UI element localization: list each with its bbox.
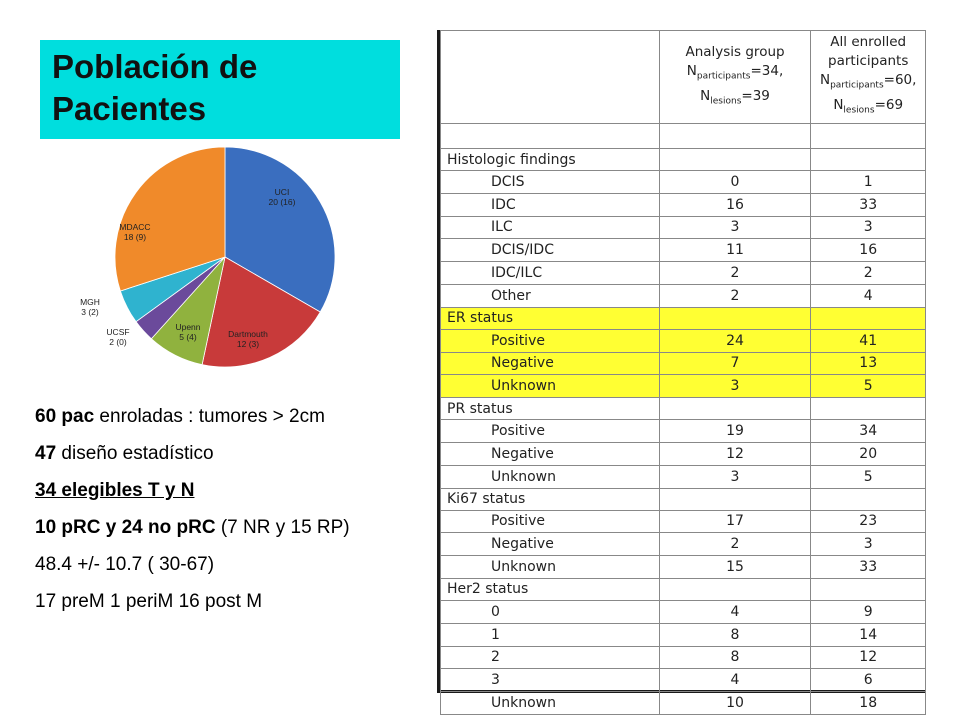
group-title: Histologic findings bbox=[441, 149, 660, 171]
title-line-1: Población de bbox=[52, 48, 258, 85]
table-row bbox=[441, 375, 926, 398]
table-row bbox=[441, 352, 926, 375]
enrolled-value: 33 bbox=[811, 556, 926, 579]
pie-label-uci: UCI bbox=[274, 187, 290, 197]
enrolled-value: 16 bbox=[811, 239, 926, 262]
table-row bbox=[441, 329, 926, 352]
table-row bbox=[441, 465, 926, 488]
pie-value-upenn: 5 (4) bbox=[179, 332, 197, 342]
row-label: ILC bbox=[441, 216, 660, 239]
enrolled-value: 2 bbox=[811, 262, 926, 285]
row-label: Positive bbox=[441, 420, 660, 443]
group-title: Ki67 status bbox=[441, 488, 660, 510]
table-row bbox=[441, 239, 926, 262]
enrolled-value: 14 bbox=[811, 623, 926, 646]
analysis-value: 0 bbox=[659, 171, 811, 194]
stat-line-2: 47 diseño estadístico bbox=[35, 443, 214, 464]
table-group-row bbox=[441, 307, 926, 329]
analysis-value: 7 bbox=[659, 352, 811, 375]
table-row bbox=[441, 669, 926, 692]
analysis-value: 10 bbox=[659, 692, 811, 715]
row-label: Negative bbox=[441, 533, 660, 556]
row-label: DCIS bbox=[441, 171, 660, 194]
header-empty-cell bbox=[441, 31, 660, 124]
enrolled-value: 6 bbox=[811, 669, 926, 692]
analysis-value: 4 bbox=[659, 669, 811, 692]
row-label: Negative bbox=[441, 352, 660, 375]
enrolled-value: 23 bbox=[811, 510, 926, 533]
analysis-value: 4 bbox=[659, 600, 811, 623]
row-label: 0 bbox=[441, 600, 660, 623]
pie-label-dartmouth: Dartmouth bbox=[228, 329, 268, 339]
stat-line-5: 48.4 +/- 10.7 ( 30-67) bbox=[35, 554, 215, 575]
enrolled-value: 4 bbox=[811, 284, 926, 307]
enrolled-value: 12 bbox=[811, 646, 926, 669]
enrolled-value: 13 bbox=[811, 352, 926, 375]
stat-line-3: 34 elegibles T y N bbox=[35, 480, 195, 501]
row-label: Unknown bbox=[441, 375, 660, 398]
table-row bbox=[441, 600, 926, 623]
analysis-value: 16 bbox=[659, 193, 811, 216]
row-label: IDC/ILC bbox=[441, 262, 660, 285]
table-row bbox=[441, 623, 926, 646]
table-row bbox=[441, 171, 926, 194]
table-row bbox=[441, 442, 926, 465]
enrolled-value: 33 bbox=[811, 193, 926, 216]
site-pie-chart bbox=[60, 140, 390, 380]
table-row bbox=[441, 216, 926, 239]
row-label: Unknown bbox=[441, 465, 660, 488]
table-row bbox=[441, 193, 926, 216]
row-label: Positive bbox=[441, 510, 660, 533]
enrolled-value: 9 bbox=[811, 600, 926, 623]
row-label: Negative bbox=[441, 442, 660, 465]
table-row bbox=[441, 262, 926, 285]
group-title: Her2 status bbox=[441, 578, 660, 600]
row-label: Positive bbox=[441, 329, 660, 352]
pie-value-mdacc: 18 (9) bbox=[123, 232, 147, 242]
analysis-value: 2 bbox=[659, 533, 811, 556]
stat-line-6: 17 preM 1 periM 16 post M bbox=[35, 591, 263, 612]
header-all-enrolled: All enrolled participants $N_{participants}=60$, $N_{lesions}=69$ bbox=[811, 31, 926, 124]
row-label: Unknown bbox=[441, 556, 660, 579]
characteristics-table bbox=[437, 30, 926, 712]
enrolled-value: 18 bbox=[811, 692, 926, 715]
analysis-value: 8 bbox=[659, 623, 811, 646]
stat-line-4: 10 pRC y 24 no pRC (7 NR y 15 RP) bbox=[35, 517, 350, 538]
table-spacer-row bbox=[441, 124, 926, 149]
slide-title bbox=[40, 40, 400, 139]
pie-label-mdacc: MDACC bbox=[119, 222, 151, 232]
row-label: Other bbox=[441, 284, 660, 307]
enrolled-value: 5 bbox=[811, 465, 926, 488]
enrolled-value: 1 bbox=[811, 171, 926, 194]
row-label: Unknown bbox=[441, 692, 660, 715]
table-row bbox=[441, 533, 926, 556]
pie-value-uci: 20 (16) bbox=[268, 197, 296, 207]
analysis-value: 11 bbox=[659, 239, 811, 262]
row-label: IDC bbox=[441, 193, 660, 216]
table-row bbox=[441, 420, 926, 443]
row-label: 2 bbox=[441, 646, 660, 669]
table-header-row bbox=[441, 31, 926, 124]
title-line-2: Pacientes bbox=[52, 90, 207, 127]
analysis-value: 3 bbox=[659, 216, 811, 239]
enrolled-value: 3 bbox=[811, 533, 926, 556]
table-row bbox=[441, 510, 926, 533]
enrolled-value: 41 bbox=[811, 329, 926, 352]
table-row bbox=[441, 284, 926, 307]
analysis-value: 2 bbox=[659, 284, 811, 307]
pie-value-ucsf: 2 (0) bbox=[109, 337, 127, 347]
analysis-value: 12 bbox=[659, 442, 811, 465]
pie-value-dartmouth: 12 (3) bbox=[236, 339, 260, 349]
enrolled-value: 34 bbox=[811, 420, 926, 443]
table-group-row bbox=[441, 488, 926, 510]
row-label: DCIS/IDC bbox=[441, 239, 660, 262]
pie-label-ucsf: UCSF bbox=[106, 327, 130, 337]
pie-label-mgh: MGH bbox=[80, 297, 100, 307]
analysis-value: 2 bbox=[659, 262, 811, 285]
pie-label-upenn: Upenn bbox=[175, 322, 201, 332]
analysis-value: 19 bbox=[659, 420, 811, 443]
row-label: 1 bbox=[441, 623, 660, 646]
analysis-value: 17 bbox=[659, 510, 811, 533]
group-title: PR status bbox=[441, 398, 660, 420]
analysis-value: 3 bbox=[659, 465, 811, 488]
enrolled-value: 20 bbox=[811, 442, 926, 465]
table-group-row bbox=[441, 578, 926, 600]
analysis-value: 24 bbox=[659, 329, 811, 352]
table-row bbox=[441, 692, 926, 715]
table-group-row bbox=[441, 149, 926, 171]
analysis-value: 15 bbox=[659, 556, 811, 579]
analysis-value: 3 bbox=[659, 375, 811, 398]
row-label: 3 bbox=[441, 669, 660, 692]
pie-value-mgh: 3 (2) bbox=[81, 307, 99, 317]
enrolled-value: 5 bbox=[811, 375, 926, 398]
table-row bbox=[441, 556, 926, 579]
analysis-value: 8 bbox=[659, 646, 811, 669]
table-row bbox=[441, 646, 926, 669]
header-analysis-group: Analysis group $N_{participants}=34$, $N_{lesions}=39$ bbox=[659, 31, 811, 124]
group-title: ER status bbox=[441, 307, 660, 329]
stat-line-1: 60 pac enroladas : tumores > 2cm bbox=[35, 406, 325, 427]
table-group-row bbox=[441, 398, 926, 420]
enrolled-value: 3 bbox=[811, 216, 926, 239]
